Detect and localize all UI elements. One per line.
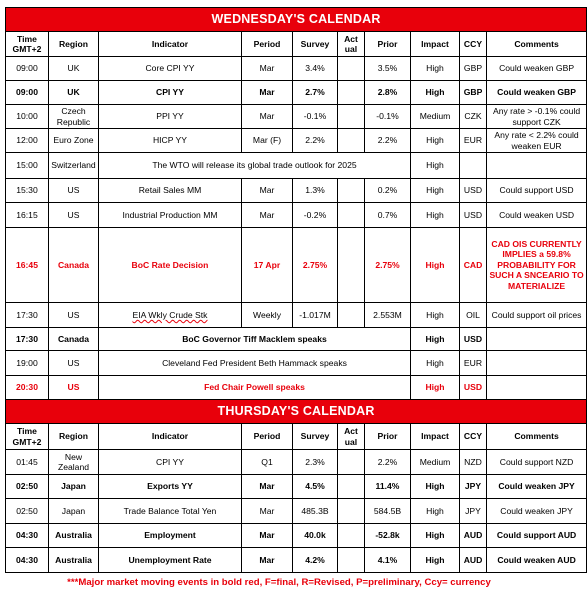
cell-indicator: PPI YY: [99, 105, 242, 129]
thursday-section: [6, 400, 587, 573]
cell-actual: [338, 499, 365, 524]
table-row: [6, 203, 587, 228]
cell-time: 01:45: [6, 450, 49, 475]
cell-event: Fed Chair Powell speaks: [99, 376, 411, 400]
cell-region: Czech Republic: [49, 105, 99, 129]
cell-comments: Any rate > -0.1% could support CZK: [487, 105, 587, 129]
cell-ccy: EUR: [460, 129, 487, 153]
header-impact: Impact: [411, 32, 460, 57]
cell-period: Mar: [242, 81, 293, 105]
header-actual: Act ual: [338, 424, 365, 450]
table-row: [6, 524, 587, 548]
cell-indicator-text: EIA Wkly Crude Stk: [132, 309, 208, 320]
cell-indicator: Unemployment Rate: [99, 548, 242, 573]
cell-time: 20:30: [6, 376, 49, 400]
cell-region: Japan: [49, 499, 99, 524]
cell-prior: 584.5B: [365, 499, 411, 524]
cell-impact: High: [411, 475, 460, 499]
header-comments: Comments: [487, 424, 587, 450]
cell-time: 15:30: [6, 179, 49, 203]
cell-impact: High: [411, 328, 460, 351]
cell-survey: -1.017M: [293, 303, 338, 328]
cell-time: 02:50: [6, 499, 49, 524]
cell-actual: [338, 450, 365, 475]
cell-impact: High: [411, 548, 460, 573]
cell-comments: Could weaken GBP: [487, 57, 587, 81]
cell-ccy: USD: [460, 376, 487, 400]
cell-region: Canada: [49, 228, 99, 303]
cell-period: Mar (F): [242, 129, 293, 153]
cell-comments: Could support USD: [487, 179, 587, 203]
cell-prior: 4.1%: [365, 548, 411, 573]
cell-prior: -52.8k: [365, 524, 411, 548]
cell-region: US: [49, 179, 99, 203]
cell-region: New Zealand: [49, 450, 99, 475]
cell-indicator: Retail Sales MM: [99, 179, 242, 203]
cell-period: Mar: [242, 475, 293, 499]
cell-ccy: USD: [460, 328, 487, 351]
cell-impact: High: [411, 203, 460, 228]
table-row: [6, 153, 587, 179]
cell-survey: 2.7%: [293, 81, 338, 105]
cell-prior: 11.4%: [365, 475, 411, 499]
cell-actual: [338, 179, 365, 203]
cell-region: UK: [49, 57, 99, 81]
cell-survey: -0.1%: [293, 105, 338, 129]
cell-survey: 2.2%: [293, 129, 338, 153]
cell-ccy: NZD: [460, 450, 487, 475]
cell-actual: [338, 57, 365, 81]
cell-impact: High: [411, 179, 460, 203]
cell-indicator: Trade Balance Total Yen: [99, 499, 242, 524]
cell-impact: Medium: [411, 105, 460, 129]
cell-prior: 3.5%: [365, 57, 411, 81]
cell-impact: High: [411, 129, 460, 153]
cell-survey: 485.3B: [293, 499, 338, 524]
cell-impact: High: [411, 499, 460, 524]
cell-ccy: JPY: [460, 499, 487, 524]
cell-survey: 3.4%: [293, 57, 338, 81]
table-row: [6, 499, 587, 524]
cell-actual: [338, 105, 365, 129]
cell-comments: Could weaken JPY: [487, 475, 587, 499]
header-comments: Comments: [487, 32, 587, 57]
cell-comments: Could support NZD: [487, 450, 587, 475]
cell-comments: Could weaken AUD: [487, 548, 587, 573]
cell-ccy: JPY: [460, 475, 487, 499]
cell-region: Japan: [49, 475, 99, 499]
cell-actual: [338, 81, 365, 105]
header-impact: Impact: [411, 424, 460, 450]
table-row: [6, 228, 587, 303]
cell-actual: [338, 548, 365, 573]
cell-prior: 2.2%: [365, 450, 411, 475]
cell-period: Mar: [242, 57, 293, 81]
table-row: [6, 548, 587, 573]
table-row: [6, 57, 587, 81]
cell-ccy: GBP: [460, 81, 487, 105]
cell-prior: 0.7%: [365, 203, 411, 228]
cell-survey: 1.3%: [293, 179, 338, 203]
header-time: Time GMT+2: [6, 32, 49, 57]
cell-indicator: CPI YY: [99, 450, 242, 475]
table-row: [6, 351, 587, 376]
cell-region: US: [49, 303, 99, 328]
cell-time: 19:00: [6, 351, 49, 376]
table-row: [6, 475, 587, 499]
cell-comments: Could support AUD: [487, 524, 587, 548]
header-survey: Survey: [293, 424, 338, 450]
cell-region: Australia: [49, 524, 99, 548]
wednesday-section: [6, 8, 587, 400]
cell-comments: Could support oil prices: [487, 303, 587, 328]
cell-comments: Any rate < 2.2% could weaken EUR: [487, 129, 587, 153]
cell-survey: 2.75%: [293, 228, 338, 303]
table-row: [6, 328, 587, 351]
header-prior: Prior: [365, 424, 411, 450]
cell-time: 02:50: [6, 475, 49, 499]
header-ccy: CCY: [460, 424, 487, 450]
cell-actual: [338, 129, 365, 153]
cell-time: 17:30: [6, 303, 49, 328]
cell-ccy: [460, 153, 487, 179]
cell-period: Mar: [242, 499, 293, 524]
cell-comments: [487, 376, 587, 400]
header-ccy: CCY: [460, 32, 487, 57]
cell-period: Mar: [242, 203, 293, 228]
header-indicator: Indicator: [99, 424, 242, 450]
cell-ccy: EUR: [460, 351, 487, 376]
cell-comments: Could weaken GBP: [487, 81, 587, 105]
cell-period: Q1: [242, 450, 293, 475]
table-row: [6, 303, 587, 328]
header-period: Period: [242, 424, 293, 450]
cell-actual: [338, 475, 365, 499]
cell-impact: High: [411, 351, 460, 376]
cell-impact: High: [411, 81, 460, 105]
cell-region: US: [49, 203, 99, 228]
cell-time: 09:00: [6, 57, 49, 81]
cell-impact: High: [411, 376, 460, 400]
cell-time: 04:30: [6, 548, 49, 573]
cell-survey: 4.5%: [293, 475, 338, 499]
cell-impact: High: [411, 57, 460, 81]
cell-time: 10:00: [6, 105, 49, 129]
cell-ccy: USD: [460, 203, 487, 228]
header-indicator: Indicator: [99, 32, 242, 57]
cell-comments: [487, 328, 587, 351]
table-row: [6, 179, 587, 203]
cell-prior: 2.2%: [365, 129, 411, 153]
cell-period: Mar: [242, 179, 293, 203]
cell-survey: -0.2%: [293, 203, 338, 228]
cell-indicator: Core CPI YY: [99, 57, 242, 81]
cell-comments: Could weaken JPY: [487, 499, 587, 524]
wednesday-title: WEDNESDAY'S CALENDAR: [6, 8, 587, 32]
cell-period: Weekly: [242, 303, 293, 328]
cell-impact: High: [411, 153, 460, 179]
cell-time: 17:30: [6, 328, 49, 351]
cell-indicator: [99, 303, 242, 328]
cell-comments: [487, 351, 587, 376]
cell-ccy: CAD: [460, 228, 487, 303]
table-row: [6, 376, 587, 400]
cell-period: Mar: [242, 105, 293, 129]
cell-indicator: BoC Rate Decision: [99, 228, 242, 303]
footer-note: ***Major market moving events in bold red, F=final, R=Revised, P=preliminary, Ccy= currency: [67, 577, 491, 588]
cell-ccy: OIL: [460, 303, 487, 328]
cell-indicator: Employment: [99, 524, 242, 548]
cell-survey: 4.2%: [293, 548, 338, 573]
table-row: [6, 129, 587, 153]
cell-region: Australia: [49, 548, 99, 573]
cell-period: Mar: [242, 524, 293, 548]
header-region: Region: [49, 424, 99, 450]
cell-indicator: Industrial Production MM: [99, 203, 242, 228]
cell-time: 12:00: [6, 129, 49, 153]
cell-actual: [338, 303, 365, 328]
cell-region: US: [49, 376, 99, 400]
cell-ccy: CZK: [460, 105, 487, 129]
table-row: [6, 450, 587, 475]
cell-survey: 40.0k: [293, 524, 338, 548]
header-period: Period: [242, 32, 293, 57]
calendar-container: [5, 7, 584, 573]
cell-region: Canada: [49, 328, 99, 351]
header-actual: Act ual: [338, 32, 365, 57]
cell-prior: 0.2%: [365, 179, 411, 203]
cell-indicator: HICP YY: [99, 129, 242, 153]
cell-region: Switzerland: [49, 153, 99, 179]
cell-indicator: CPI YY: [99, 81, 242, 105]
cell-period: 17 Apr: [242, 228, 293, 303]
cell-impact: Medium: [411, 450, 460, 475]
cell-comments: [487, 153, 587, 179]
economic-calendar-table: [5, 7, 587, 573]
cell-event: The WTO will release its global trade outlook for 2025: [99, 153, 411, 179]
cell-actual: [338, 228, 365, 303]
cell-ccy: AUD: [460, 524, 487, 548]
header-time: Time GMT+2: [6, 424, 49, 450]
cell-impact: High: [411, 303, 460, 328]
header-prior: Prior: [365, 32, 411, 57]
cell-indicator: Exports YY: [99, 475, 242, 499]
table-row: [6, 81, 587, 105]
cell-period: Mar: [242, 548, 293, 573]
cell-prior: -0.1%: [365, 105, 411, 129]
cell-time: 09:00: [6, 81, 49, 105]
cell-prior: 2.553M: [365, 303, 411, 328]
cell-event: BoC Governor Tiff Macklem speaks: [99, 328, 411, 351]
cell-comments: CAD OIS CURRENTLY IMPLIES a 59.8% PROBABILITY FOR SUCH A SNCEARIO TO MATERIALIZE: [487, 228, 587, 303]
cell-region: US: [49, 351, 99, 376]
cell-ccy: AUD: [460, 548, 487, 573]
cell-time: 16:45: [6, 228, 49, 303]
cell-impact: High: [411, 228, 460, 303]
cell-prior: 2.8%: [365, 81, 411, 105]
cell-impact: High: [411, 524, 460, 548]
table-row: [6, 105, 587, 129]
cell-ccy: USD: [460, 179, 487, 203]
cell-actual: [338, 203, 365, 228]
header-region: Region: [49, 32, 99, 57]
cell-ccy: GBP: [460, 57, 487, 81]
cell-prior: 2.75%: [365, 228, 411, 303]
cell-time: 04:30: [6, 524, 49, 548]
thursday-title: THURSDAY'S CALENDAR: [6, 400, 587, 424]
cell-time: 15:00: [6, 153, 49, 179]
cell-comments: Could weaken USD: [487, 203, 587, 228]
cell-time: 16:15: [6, 203, 49, 228]
header-survey: Survey: [293, 32, 338, 57]
cell-region: Euro Zone: [49, 129, 99, 153]
cell-event: Cleveland Fed President Beth Hammack speaks: [99, 351, 411, 376]
cell-region: UK: [49, 81, 99, 105]
cell-actual: [338, 524, 365, 548]
cell-survey: 2.3%: [293, 450, 338, 475]
